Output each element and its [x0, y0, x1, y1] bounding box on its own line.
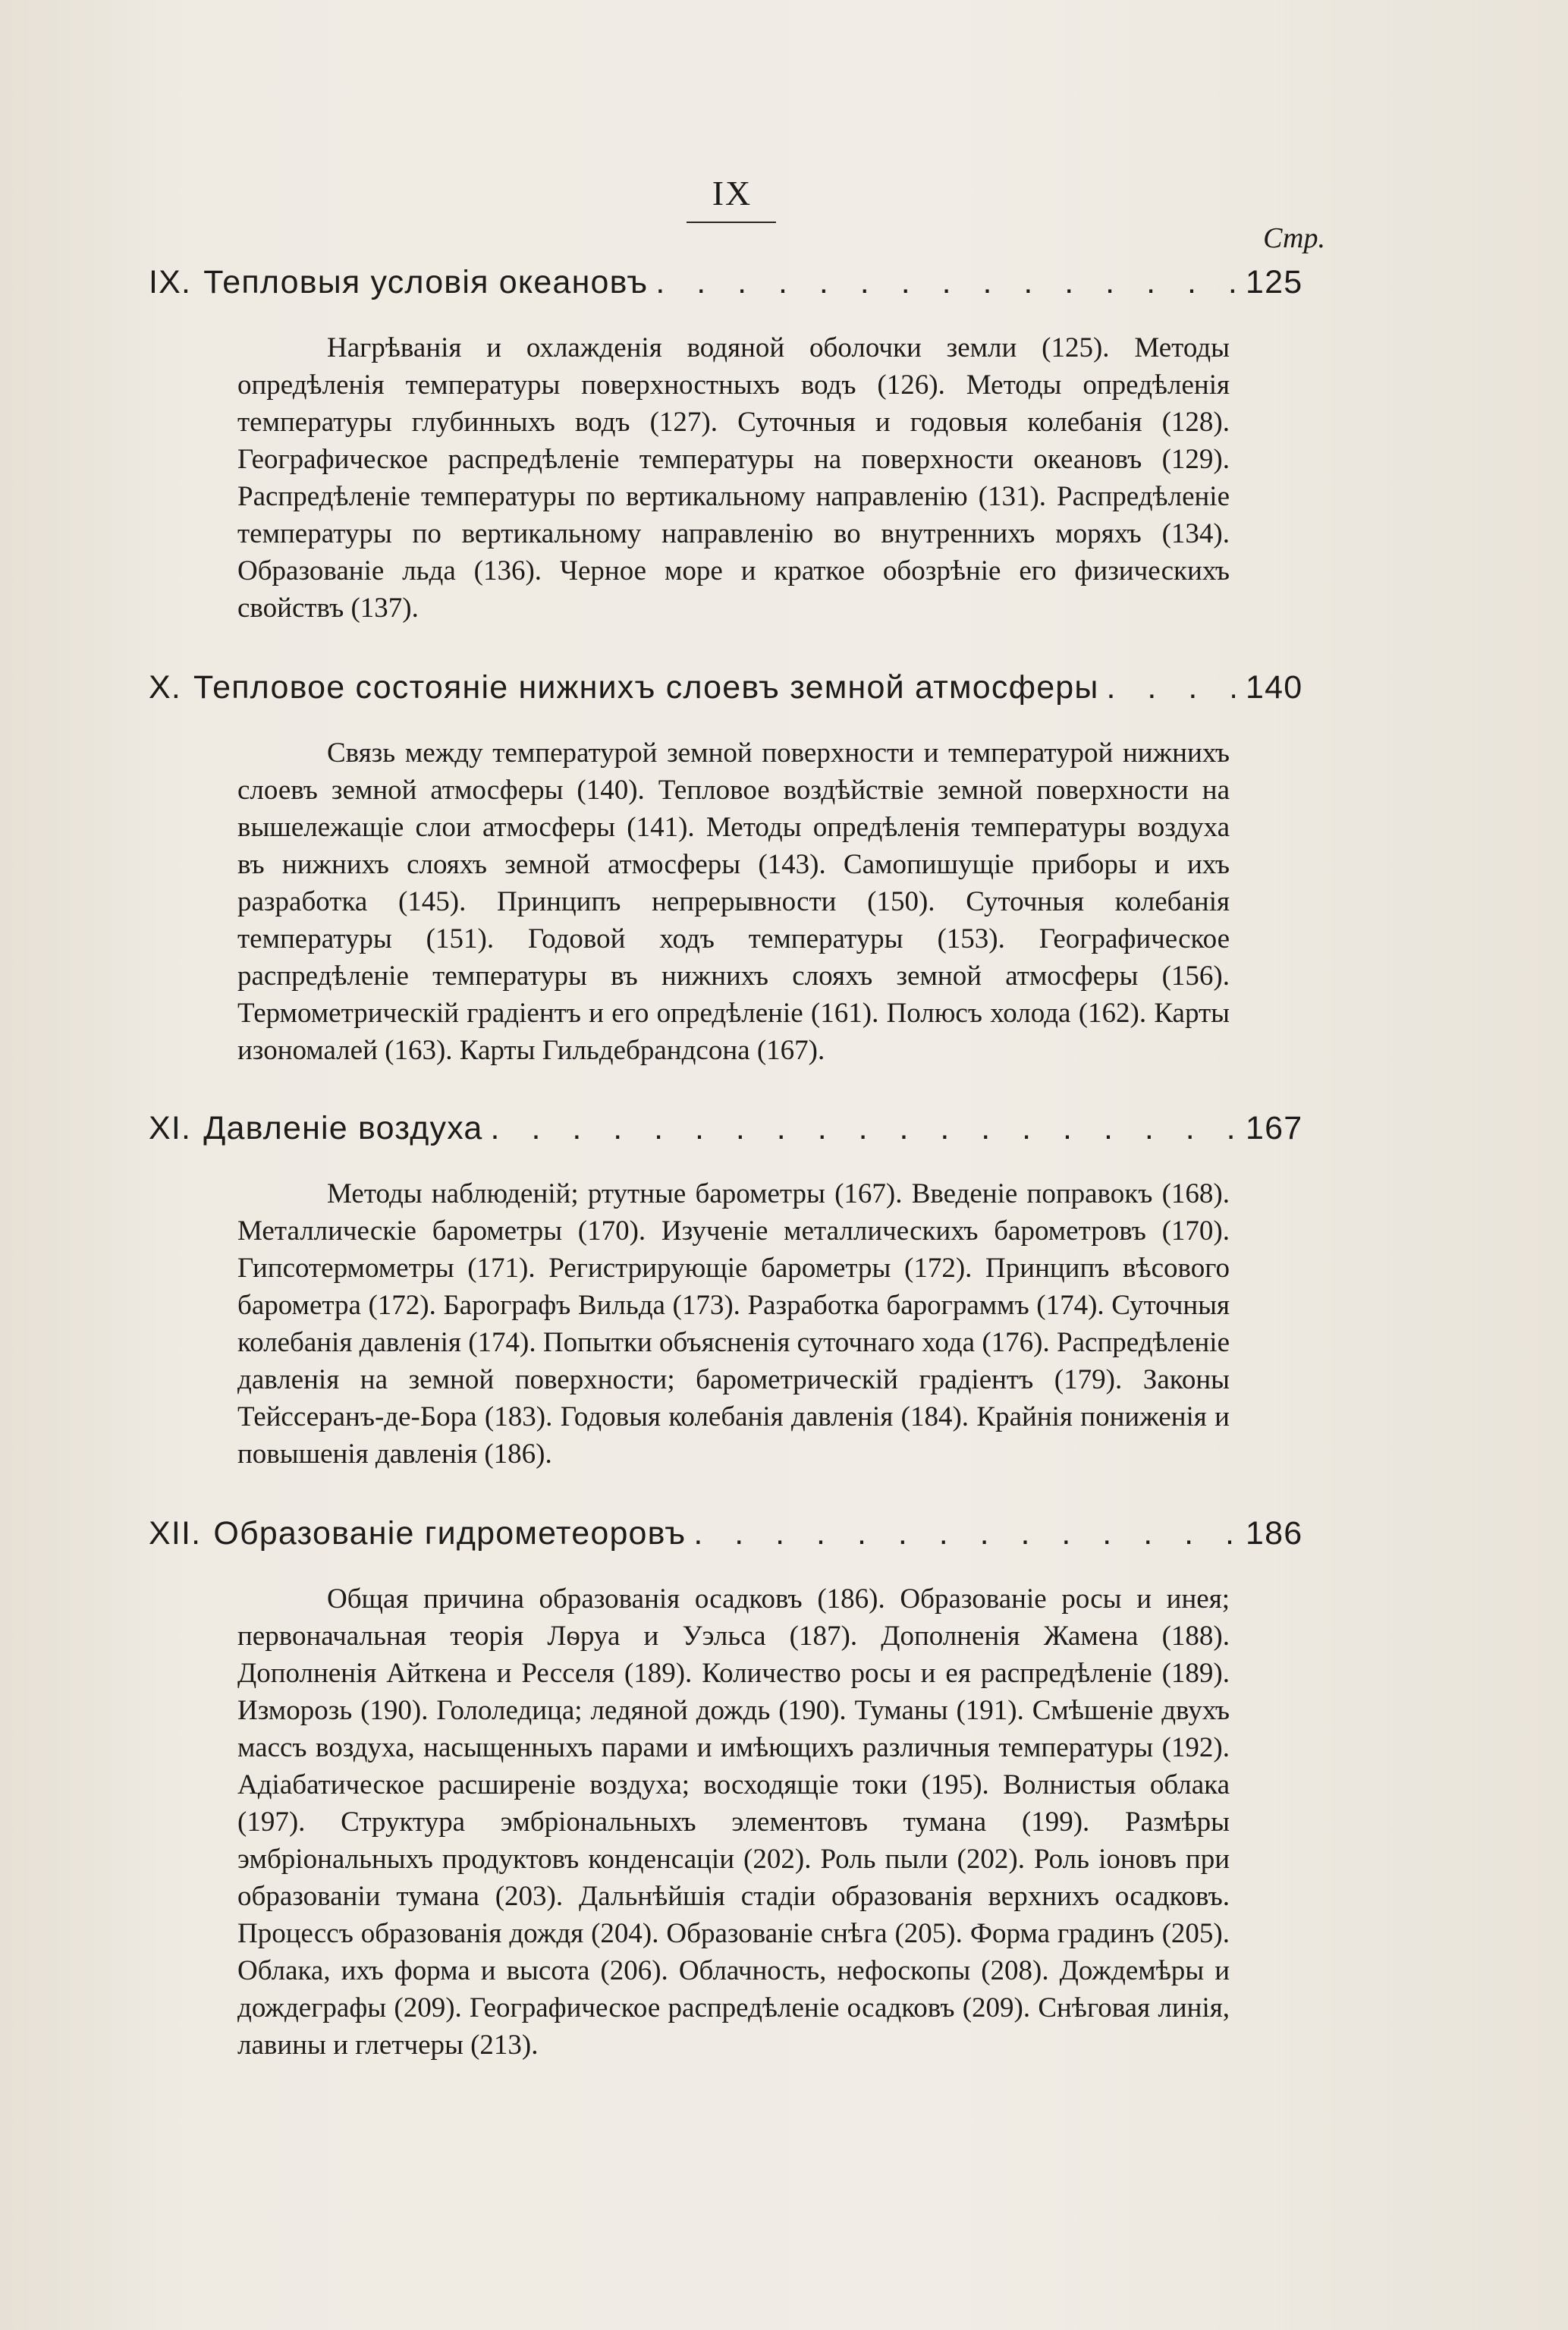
chapter-description: Связь между температурой земной поверхности и температурой нижнихъ слоевъ земной атмосферы (140). Тепловое воздѣйствіе земной поверхности на вышележащіе слои атмосферы (141). Методы опредѣленія температуры воздуха въ нижнихъ слояхъ земной атмосферы (143). Самопишущіе приборы и ихъ разработка (145). Принципъ непрерывности (150). Суточныя колебанія температуры (151). Годовой ходъ температуры (153). Географическое распредѣленіе температуры въ нижнихъ слояхъ земной атмосферы (156). Термометрическій градіентъ и его опредѣленіе (161). Полюсъ холода (162). Карты изономалей (163). Карты Гильдебрандсона (167). — [237, 737, 1230, 1066]
chapter-heading — [149, 1508, 1309, 1559]
chapter-heading — [149, 1102, 1309, 1154]
dot-leader — [1107, 662, 1235, 713]
chapter-title: Образованіе гидрометеоровъ — [213, 1515, 687, 1552]
chapter-title: Тепловыя условія океановъ — [203, 264, 649, 300]
chapter-number: XII. — [149, 1515, 202, 1552]
chapter-description: Нагрѣванія и охлажденія водяной оболочки земли (125). Методы опредѣленія температуры поверхностныхъ водъ (126). Методы опредѣленія температуры глубинныхъ водъ (127). Суточныя и годовыя колебанія (128). Географическое распредѣленіе температуры на поверхности океановъ (129). Распредѣленіе температуры по вертикальному направленію (131). Распредѣленіе температуры по вертикальному направленію во внутреннихъ моряхъ (134). Образованіе льда (136). Черное море и краткое обозрѣніе его физическихъ свойствъ (137). — [237, 332, 1230, 624]
chapter-heading — [149, 256, 1309, 308]
chapter-entry-x — [149, 662, 1309, 1069]
chapter-entry-xii — [149, 1508, 1309, 2064]
dot-leader — [491, 1102, 1235, 1154]
chapter-description: Методы наблюденій; ртутные барометры (167). Введеніе поправокъ (168). Металлическіе барометры (170). Изученіе металлическихъ барометровъ (170). Гипсотермометры (171). Регистрирующіе барометры (172). Принципъ вѣсового барометра (172). Барографъ Вильда (173). Разработка барограммъ (174). Суточныя колебанія давленія (174). Попытки объясненія суточнаго хода (176). Распредѣленіе давленія на земной поверхности; барометрическій градіентъ (179). Законы Тейссеранъ-де-Бора (183). Годовыя колебанія давленія (184). Крайнія пониженія и повышенія давленія (186). — [237, 1178, 1230, 1470]
chapter-page-number: 167 — [1246, 1110, 1303, 1146]
chapter-title: Давленіе воздуха — [203, 1110, 483, 1146]
table-of-contents — [149, 256, 1309, 2064]
chapter-heading — [149, 662, 1309, 713]
chapter-page-number: 125 — [1246, 264, 1303, 300]
dot-leader — [655, 256, 1235, 308]
chapter-number: XI. — [149, 1110, 192, 1146]
dot-leader — [693, 1508, 1235, 1559]
chapter-number: X. — [149, 669, 182, 706]
chapter-number: IX. — [149, 264, 192, 300]
page-number: IX — [712, 174, 753, 212]
chapter-description: Общая причина образованія осадковъ (186). Образованіе росы и инея; первоначальная теорія Лѳруа и Уэльса (187). Дополненія Жамена (188). Дополненія Айткена и Ресселя (189). Количество росы и ея распредѣленіе (189). Изморозь (190). Гололедица; ледяной дождь (190). Туманы (191). Смѣшеніе двухъ массъ воздуха, насыщенныхъ парами и имѣющихъ различныя температуры (192). Адіабатическое расширеніе воздуха; восходящіе токи (195). Волнистыя облака (197). Структура эмбріональныхъ элементовъ тумана (199). Размѣры эмбріональныхъ продуктовъ конденсаціи (202). Роль пыли (202). Роль іоновъ при образованіи тумана (203). Дальнѣйшія стадіи образованія верхнихъ осадковъ. Процессъ образованія дождя (204). Образованіе снѣга (205). Форма градинъ (205). Облака, ихъ форма и высота (206). Облачность, нефоскопы (208). Дождемѣры и дождеграфы (209). Географическое распредѣленіе осадковъ (209). Снѣговая линія, лавины и глетчеры (213). — [237, 1583, 1230, 2061]
chapter-entry-ix — [149, 256, 1309, 627]
header-rule — [687, 222, 776, 223]
chapter-title: Тепловое состояніе нижнихъ слоевъ земной атмосферы — [193, 669, 1099, 706]
chapter-entry-xi — [149, 1102, 1309, 1473]
chapter-page-number: 140 — [1246, 669, 1303, 706]
page-column-label: Стр. — [1263, 222, 1325, 254]
chapter-page-number: 186 — [1246, 1515, 1303, 1552]
